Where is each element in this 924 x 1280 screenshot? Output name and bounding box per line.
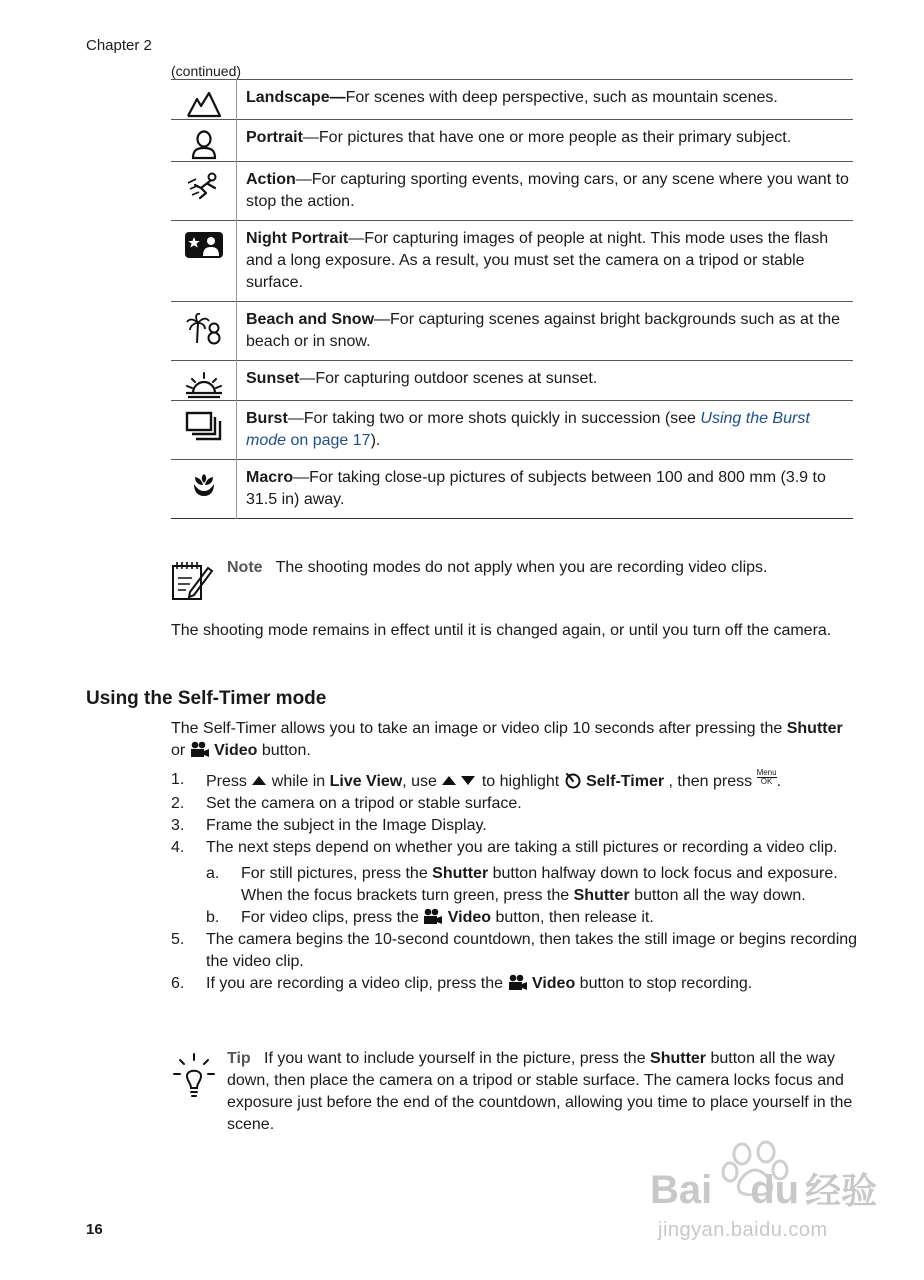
step-text: to highlight — [477, 773, 564, 790]
watermark-suffix: 经验 — [805, 1170, 878, 1211]
list-item — [171, 907, 861, 929]
list-item — [171, 769, 861, 793]
mode-term: Burst — [246, 410, 288, 427]
step-number: 3. — [171, 817, 185, 834]
chapter-label: Chapter 2 — [86, 37, 152, 54]
step-text: Set the camera on a tripod or stable surface. — [206, 795, 522, 812]
mode-text: —For taking close-up pictures of subjects between 100 and 800 mm (3.9 to 31.5 in) away. — [246, 469, 826, 508]
step-text: For still pictures, press the — [241, 865, 433, 882]
tip-text: button all the way down, then place the camera on a tripod or stable surface. The camera locks focus and exposure just before the end of the countdown, allowing you time to place yourself in the scene. — [227, 1050, 853, 1133]
mode-text: —For capturing images of people at night. This mode uses the flash and a long exposure. As a result, you must set the camera on a tripod or stable surface. — [246, 230, 829, 291]
mode-text: —For pictures that have one or more people as their primary subject. — [302, 129, 792, 146]
step-number: 2. — [171, 795, 185, 812]
table-row — [171, 361, 853, 401]
section-heading: Using the Self-Timer mode — [86, 688, 327, 709]
step-number: 4. — [171, 839, 185, 856]
portrait-icon — [189, 129, 219, 161]
self-timer-intro — [171, 718, 853, 762]
step-text: , use — [402, 773, 442, 790]
shutter-term: Shutter — [650, 1050, 707, 1067]
beach-snow-icon — [185, 311, 223, 345]
tip-label: Tip — [227, 1050, 251, 1067]
up-down-arrows-icon — [441, 775, 477, 786]
intro-or: or — [171, 742, 190, 759]
mode-term: Macro — [246, 469, 294, 486]
list-item — [171, 815, 861, 837]
live-view-term: Live View — [329, 773, 403, 790]
watermark-url: jingyan.baidu.com — [658, 1219, 828, 1241]
action-icon — [186, 171, 222, 201]
step-text: . — [776, 773, 782, 790]
step-number: 5. — [171, 931, 185, 948]
table-row — [171, 80, 853, 120]
self-timer-term: Self-Timer — [586, 773, 665, 790]
note-label: Note — [227, 559, 263, 576]
menu-label: Menu — [756, 768, 777, 777]
list-item — [171, 863, 861, 907]
tip-block — [171, 1048, 861, 1136]
list-item — [171, 837, 861, 859]
watermark-brand: Bai — [650, 1168, 713, 1212]
video-camera-icon — [423, 908, 443, 925]
table-row — [171, 302, 853, 361]
step-text: , then press — [664, 773, 757, 790]
table-row — [171, 162, 853, 221]
video-camera-icon — [190, 741, 210, 758]
mode-text: For scenes with deep perspective, such as mountain scenes. — [345, 89, 778, 106]
table-row — [171, 401, 853, 460]
burst-icon — [184, 410, 224, 442]
steps-list — [171, 769, 861, 995]
video-term: Video — [447, 909, 492, 926]
mode-text: —For taking two or more shots quickly in succession (see — [287, 410, 701, 427]
sunset-icon — [184, 370, 224, 400]
video-camera-icon — [508, 974, 528, 991]
self-timer-icon — [564, 771, 582, 789]
table-row — [171, 221, 853, 302]
list-item — [171, 793, 861, 815]
video-term: Video — [214, 742, 258, 759]
shutter-term: Shutter — [573, 887, 630, 904]
watermark-brand-end: du — [750, 1168, 800, 1212]
list-item — [171, 929, 861, 973]
intro-end: button. — [257, 742, 311, 759]
step-text: button halfway down to lock focus and exposure. When the focus brackets turn green, press the — [241, 865, 838, 904]
note-block — [171, 557, 861, 579]
mode-term: Portrait — [246, 129, 303, 146]
mode-term: Beach and Snow — [246, 311, 375, 328]
macro-icon — [189, 469, 219, 499]
step-text: button to stop recording. — [575, 975, 753, 992]
note-text: The shooting modes do not apply when you are recording video clips. — [275, 559, 768, 576]
mode-text-tail: ). — [370, 432, 381, 449]
step-text: The camera begins the 10-second countdown, then takes the still image or begins recording the video clip. — [206, 931, 858, 970]
step-text: while in — [267, 773, 330, 790]
baidu-watermark — [650, 1140, 880, 1250]
menu-ok-button-label — [757, 769, 777, 786]
substep-letter: b. — [206, 909, 220, 926]
mode-text: —For capturing sporting events, moving cars, or any scene where you want to stop the action. — [246, 171, 849, 210]
step-text: Frame the subject in the Image Display. — [206, 817, 487, 834]
landscape-icon — [186, 89, 222, 119]
mode-term: Landscape— — [246, 89, 346, 106]
page-17-link[interactable]: on page 17 — [286, 432, 371, 449]
table-row — [171, 120, 853, 162]
continued-label: (continued) — [171, 63, 242, 79]
table-row — [171, 460, 853, 519]
step-number: 1. — [171, 771, 185, 788]
page-number: 16 — [86, 1221, 103, 1238]
video-term: Video — [531, 975, 576, 992]
mode-term: Action — [246, 171, 296, 188]
mode-term: Sunset — [246, 370, 300, 387]
substep-letter: a. — [206, 865, 220, 882]
mode-term: Night Portrait — [246, 230, 349, 247]
ok-label: OK — [760, 777, 773, 786]
step-text: The next steps depend on whether you are taking a still pictures or recording a video clip. — [206, 839, 838, 856]
mode-text: —For capturing scenes against bright backgrounds such as at the beach or in snow. — [246, 311, 841, 350]
shooting-modes-table — [171, 79, 853, 519]
shutter-term: Shutter — [786, 720, 843, 737]
step-text: Press — [206, 773, 252, 790]
step-text: button, then release it. — [491, 909, 654, 926]
intro-text: The Self-Timer allows you to take an image or video clip 10 seconds after pressing the — [171, 720, 787, 737]
night-portrait-icon — [184, 230, 224, 260]
up-arrow-icon — [251, 775, 267, 786]
step-text: For video clips, press the — [241, 909, 424, 926]
step-text: If you are recording a video clip, press the — [206, 975, 508, 992]
mode-text: —For capturing outdoor scenes at sunset. — [299, 370, 598, 387]
shooting-mode-paragraph: The shooting mode remains in effect until it is changed again, or until you turn off the camera. — [171, 622, 832, 639]
burst-mode-link[interactable]: Using the Burst mode — [246, 410, 810, 449]
step-number: 6. — [171, 975, 185, 992]
tip-text: If you want to include yourself in the picture, press the — [264, 1050, 651, 1067]
list-item — [171, 973, 861, 995]
shutter-term: Shutter — [432, 865, 489, 882]
step-text: button all the way down. — [629, 887, 806, 904]
